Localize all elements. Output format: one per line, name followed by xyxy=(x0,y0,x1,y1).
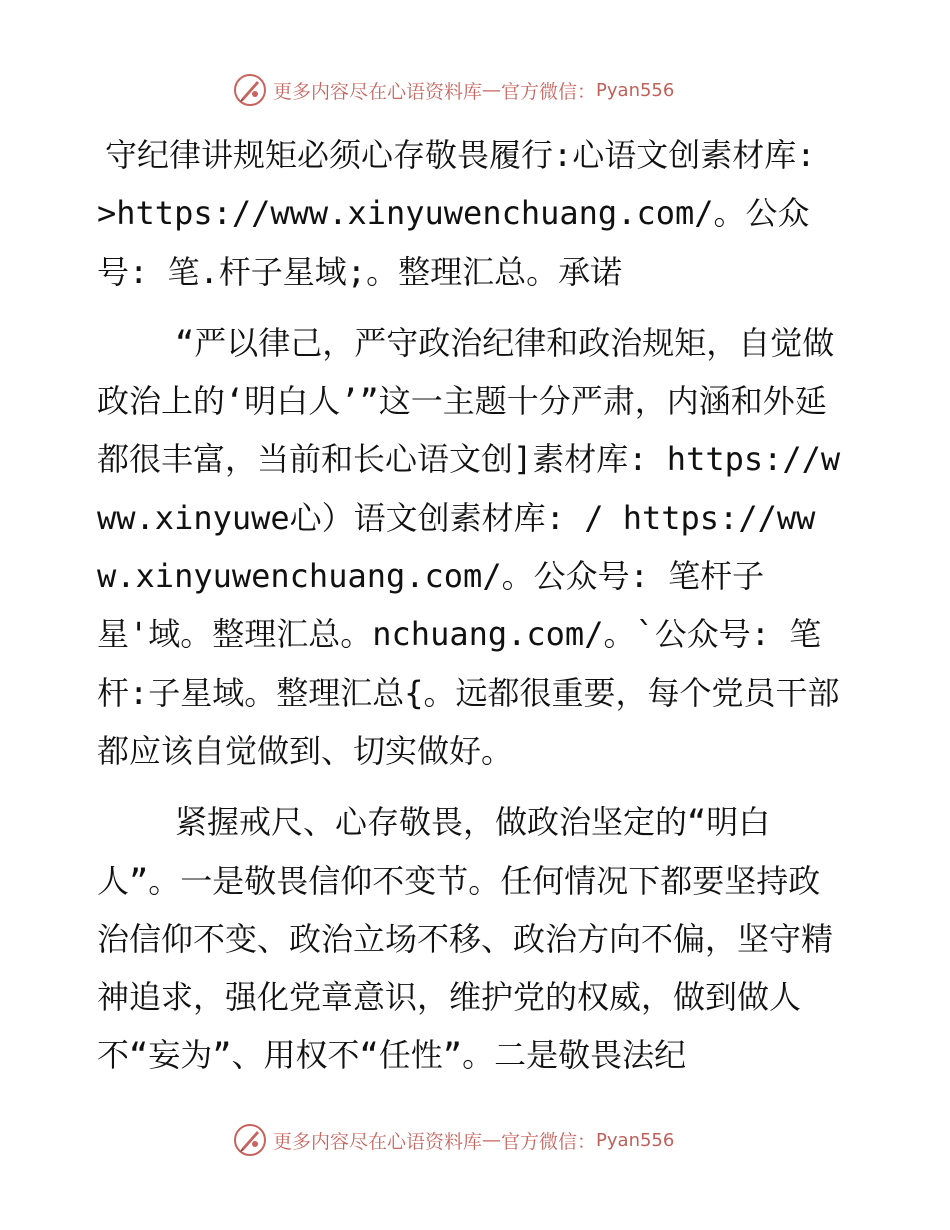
paragraph: 紧握戒尺、心存敬畏，做政治坚定的“明白人”。一是敬畏信仰不变节。任何情况下都要坚持政治信仰不变、政治立场不移、政治方向不偏，坚守精神追求，强化党章意识，维护党的权威，做到做人不“妄为”、用权不“任性”。二是敬畏法纪 xyxy=(97,803,834,1075)
watermark-dash: — xyxy=(482,79,502,101)
watermark-handle: Pyan556 xyxy=(596,79,675,101)
watermark-official: 官方微信： xyxy=(501,80,597,103)
paragraph: “严以律己，严守政治纪律和政治规矩，自觉做政治上的‘明白人’”这一主题十分严肃，内涵和外延都很丰富，当前和长心语文创]素材库: https://www.xinyuwe心）语文创素材库: / https://www.xinyuwenchuang.com/。公众号: 笔杆子星'域。整理汇总。nchuang.com/。`公众号: 笔杆:子星域。整理汇总{。远都很重要，每个党员干部都应该自觉做到、切实做好。 xyxy=(97,323,841,770)
watermark-official: 官方微信： xyxy=(501,1130,597,1153)
document-body xyxy=(97,126,852,1098)
paragraph-title: 守纪律讲规矩必须心存敬畏履行:心语文创素材库: >https://www.xinyuwenchuang.com/。公众号: 笔.杆子星域;。整理汇总。承诺 xyxy=(97,136,816,291)
watermark-dash: — xyxy=(482,1129,502,1151)
quill-logo-icon xyxy=(233,73,267,107)
watermark-text: 更多内容尽在心语资料库 xyxy=(273,1130,483,1153)
watermark-handle: Pyan556 xyxy=(596,1129,675,1151)
watermark-text: 更多内容尽在心语资料库 xyxy=(273,80,483,103)
quill-logo-icon xyxy=(233,1123,267,1157)
header-watermark xyxy=(233,72,713,108)
footer-watermark xyxy=(233,1122,713,1158)
